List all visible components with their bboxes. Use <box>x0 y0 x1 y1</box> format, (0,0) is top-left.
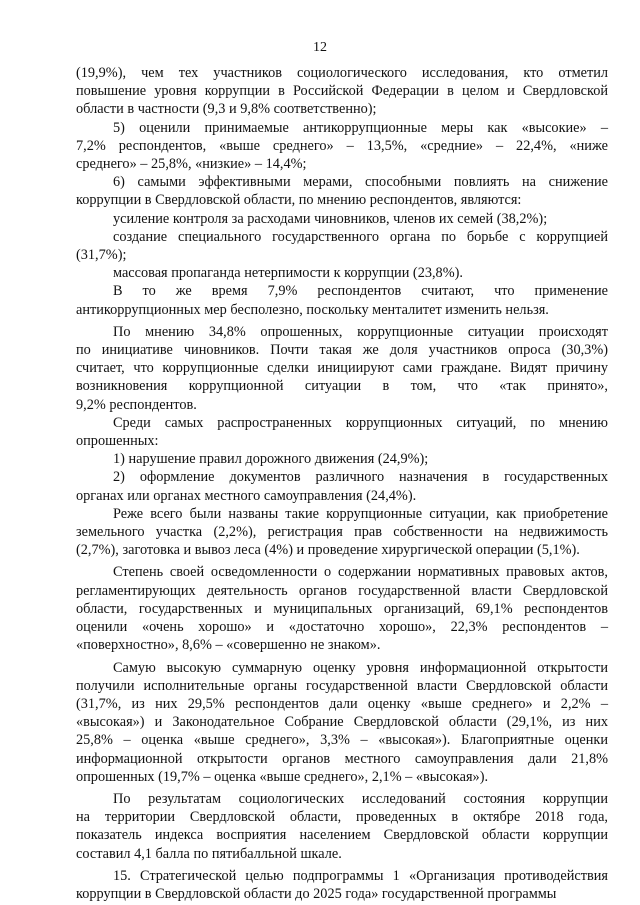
text-line: массовая пропаганда нетерпимости к коррупции (23,8%). <box>113 265 463 282</box>
text-line: 7,2% респондентов, «выше среднего» – 13,5%, «средние» – 22,4%, «ниже <box>76 137 608 154</box>
text-line: 15. Стратегической целью подпрограммы 1 «Организация противодействия <box>113 867 608 884</box>
text-line: показатель индекса восприятия населением Свердловской области коррупции <box>76 827 608 844</box>
text-line: «поверхностно», 8,6% – «совершенно не знаком». <box>76 637 381 654</box>
text-line: Среди самых распространенных коррупционных ситуаций, по мнению <box>113 414 608 431</box>
text-line: 5) оценили принимаемые антикоррупционные меры как «высокие» – <box>113 119 608 136</box>
text-line: (31,7%); <box>76 247 127 264</box>
text-line: По мнению 34,8% опрошенных, коррупционные ситуации происходят <box>113 323 608 340</box>
text-line: оценили «очень хорошо» и «достаточно хорошо», 22,3% респондентов – <box>76 619 608 636</box>
text-line: (2,7%), заготовка и вывоз леса (4%) и проведение хирургической операции (5,1%). <box>76 542 580 559</box>
text-line: 9,2% респондентов. <box>76 396 197 413</box>
text-line: По результатам социологических исследований состояния коррупции <box>113 790 608 807</box>
text-line: 25,8% – оценка «выше среднего», 3,3% – «высокая»). Благоприятные оценки <box>76 732 608 749</box>
text-line: составил 4,1 балла по пятибалльной шкале. <box>76 845 342 862</box>
page-number: 12 <box>313 40 327 55</box>
text-line: создание специального государственного органа по борьбе с коррупцией <box>113 228 608 245</box>
text-line: возникновения коррупционной ситуации в том, что «так принято», <box>76 378 608 395</box>
text-line: информационной открытости органов местного самоуправления дали 21,8% <box>76 750 608 767</box>
text-line: опрошенных (19,7% – оценка «выше среднего», 2,1% – «высокая»). <box>76 768 489 785</box>
text-line: коррупции в Свердловской области, по мнению респондентов, являются: <box>76 192 522 209</box>
text-line: 2) оформление документов различного назначения в государственных <box>113 469 608 486</box>
text-line: коррупции в Свердловской области до 2025 года» государственной программы <box>76 885 557 902</box>
text-line: на территории Свердловской области, проведенных в октябре 2018 года, <box>76 809 608 826</box>
text-line: В то же время 7,9% респондентов считают, что применение <box>113 283 608 300</box>
text-line: опрошенных: <box>76 433 159 450</box>
text-line: 1) нарушение правил дорожного движения (24,9%); <box>113 451 429 468</box>
text-line: антикоррупционных мер бесполезно, поскольку менталитет изменить нельзя. <box>76 301 549 318</box>
text-line: Реже всего были названы такие коррупционные ситуации, как приобретение <box>113 505 608 522</box>
text-line: Самую высокую суммарную оценку уровня информационной открытости <box>113 659 608 676</box>
text-line: усиление контроля за расходами чиновников, членов их семей (38,2%); <box>113 210 548 227</box>
text-line: получили исполнительные органы государственной власти Свердловской области <box>76 677 608 694</box>
text-line: (31,7%, из них 29,5% респондентов дали оценку «выше среднего» и 2,2% – <box>76 695 608 712</box>
text-line: органах или органах местного самоуправления (24,4%). <box>76 487 417 504</box>
text-line: области, государственных и муниципальных организаций, 69,1% респондентов <box>76 600 608 617</box>
text-line: среднего» – 25,8%, «низкие» – 14,4%; <box>76 156 307 173</box>
text-line: регламентирующих деятельность органов государственной власти Свердловской <box>76 582 608 599</box>
text-line: повышение уровня коррупции в Российской Федерации в целом и Свердловской <box>76 83 608 100</box>
text-line: области в частности (9,3 и 9,8% соответственно); <box>76 101 377 118</box>
text-line: 6) самыми эффективными мерами, способными повлиять на снижение <box>113 174 608 191</box>
text-line: Степень своей осведомленности о содержании нормативных правовых актов, <box>113 564 608 581</box>
text-line: (19,9%), чем тех участников социологического исследования, кто отметил <box>76 65 608 81</box>
text-line: считает, что коррупционные сделки инициируют сами граждане. Видят причину <box>76 360 608 377</box>
text-line: земельного участка (2,2%), регистрация прав собственности на недвижимость <box>76 524 608 541</box>
text-line: «высокая») и Законодательное Собрание Свердловской области (29,1%, из них <box>76 714 608 731</box>
text-line: по инициативе чиновников. Почти такая же доля участников опроса (30,3%) <box>76 342 608 359</box>
document-body <box>76 64 608 903</box>
